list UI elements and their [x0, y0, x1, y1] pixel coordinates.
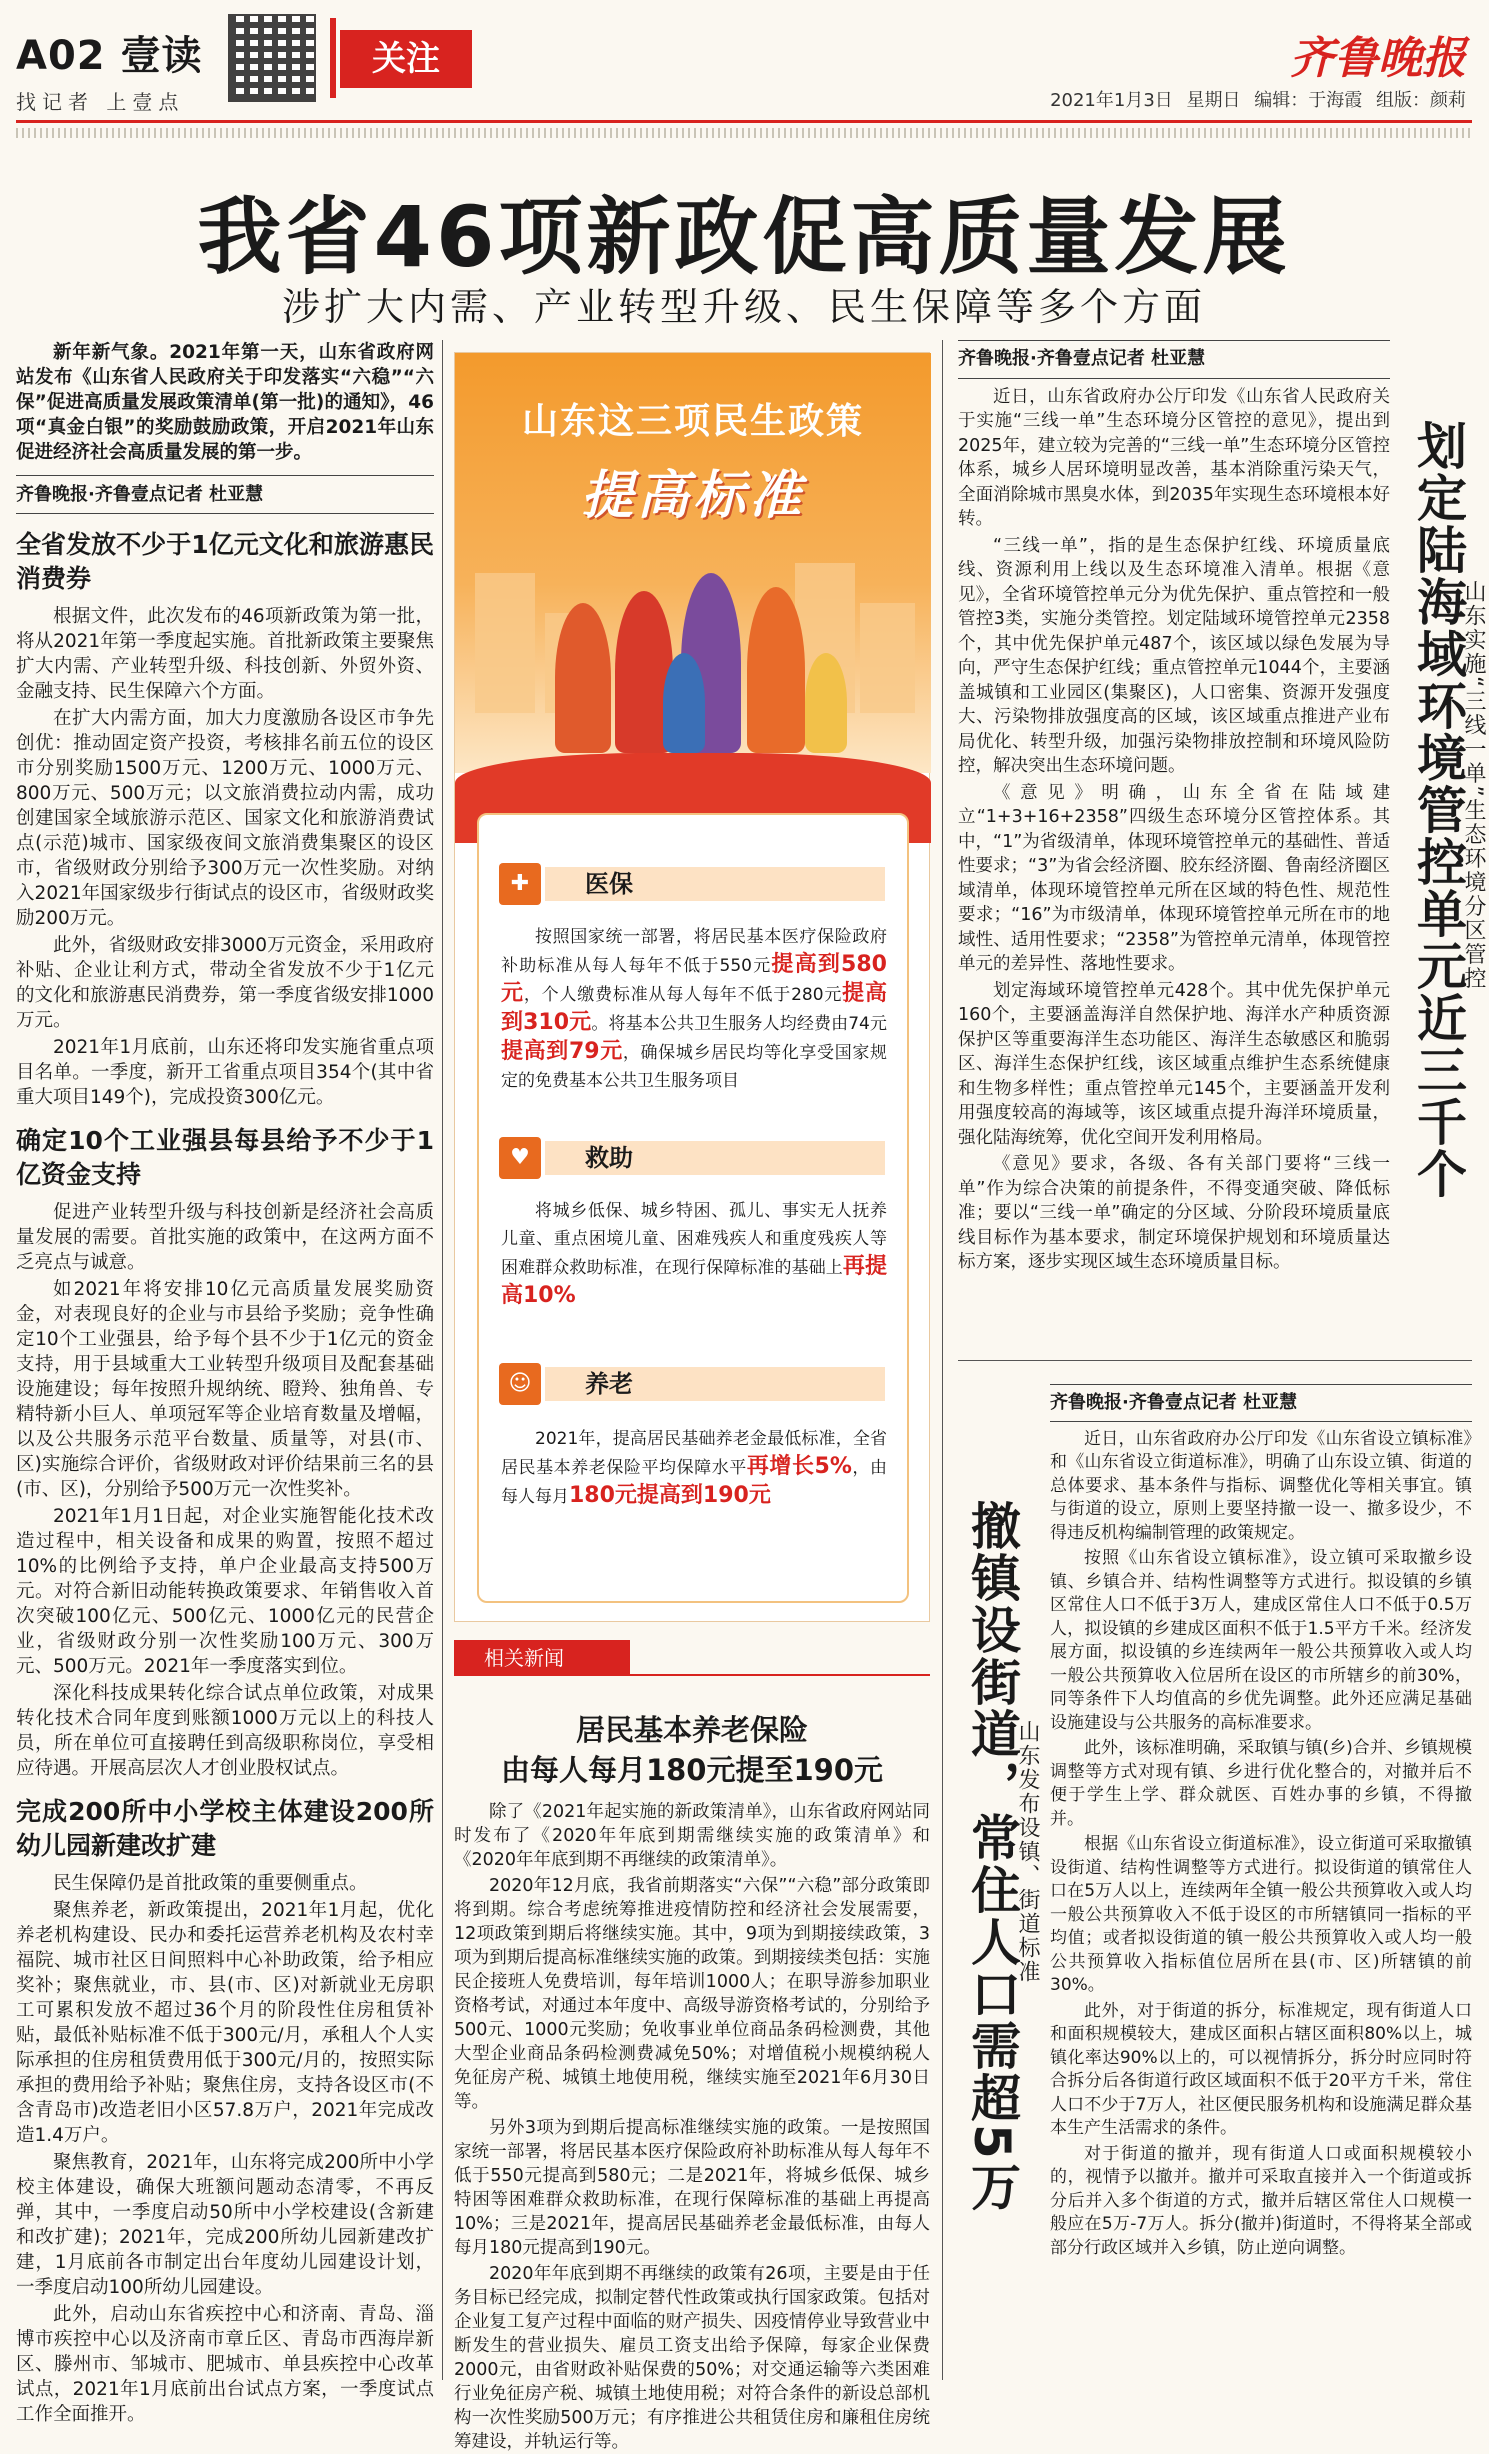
paragraph: “三线一单”，指的是生态保护红线、环境质量底线、资源利用上线以及生态环境准入清单。根据《意见》，全省环境管控单元分为优先保护、重点管控和一般管控3类，实施分类管控。划定陆域环境管控单元2358个，其中优先保护单元487个，该区域以绿色发展为导向，严守生态保护红线；重点管控单元1044个，主要涵盖城镇和工业园区(集聚区)，人口密集、资源开发强度大、污染物排放强度高的区域，该区域重点推进产业布局优化、转型升级，加强污染物排放控制和环境风险防控，解决突出生态环境问题。	[958, 535, 1390, 776]
paragraph: 根据文件，此次发布的46项新政策为第一批，将从2021年第一季度起实施。首批新政策主要聚焦扩大内需、产业转型升级、科技创新、外贸外资、金融支持、民生保障六个方面。	[16, 606, 434, 702]
town-subheadline: 山东发布设镇、街道标准	[1015, 1720, 1040, 1984]
category-label: 养老	[545, 1367, 885, 1401]
category-label: 救助	[545, 1141, 885, 1175]
paragraph: 在扩大内需方面，加大力度激励各设区市争先创优：推动固定资产投资，考核排名前五位的设区市分别奖励1500万元、1200万元、1000万元、800万元、500万元；以文旅消费拉动内需，成功创建国家全域旅游示范区、国家文化和旅游消费试点(示范)城市、国家级夜间文旅消费集聚区的设区市，省级财政分别给予300万元一次性奖励。对纳入2021年国家级步行街试点的设区市，省级财政奖励200万元。	[16, 708, 434, 929]
paragraph: 深化科技成果转化综合试点单位政策，对成果转化技术合同年度到账额1000万元以上的科技人员，所在单位可直接聘任到高级职称岗位，享受相应待遇。开展高层次人才创业股权试点。	[16, 1683, 434, 1779]
paragraph: 2020年年底到期不再继续的政策有26项，主要是由于任务目标已经完成，拟制定替代性政策或执行国家政策。包括对企业复工复产过程中面临的财产损失、因疫情停业导致营业中断发生的营业损失、雇员工资支出给予保障，每家企业保费2000元，由省财政补贴保费的50%；对交通运输等六类困难行业免征房产税、城镇土地使用税；对符合条件的新设总部机构一次性奖励500万元；有序推进公共租赁住房和廉租住房统筹建设，并轨运行等。	[454, 2264, 930, 2452]
paragraph: 民生保障仍是首批政策的重要侧重点。	[53, 1873, 368, 1894]
paragraph: 2020年12月底，我省前期落实“六保”“六稳”部分政策即将到期。综合考虑统筹推进疫情防控和经济社会发展需要，12项政策到期后将继续实施。其中，9项为到期接续政策，3项为到期后提高标准继续实施的政策。到期接续类包括：实施民企接班人免费培训，每年培训1000人；在职导游参加职业资格考试，对通过本年度中、高级导游资格考试的，分别给予500元、1000元奖励；免收事业单位商品条码检测费，其他大型企业商品条码检测费减免50%；对增值税小规模纳税人免征房产税、城镇土地使用税，继续实施至2021年6月30日等。	[454, 1876, 930, 2112]
policy-card	[477, 813, 909, 1603]
related-news	[454, 1640, 930, 2452]
byline: 齐鲁晚报·齐鲁壹点记者 杜亚慧	[16, 475, 434, 514]
aid-text: 将城乡低保、城乡特困、孤儿、事实无人抚养儿童、重点困境儿童、困难残疾人和重度残疾人等困难群众救助标准，在现行保障标准的基础上再提高10%	[501, 1201, 887, 1308]
helping-hand-icon: ♥	[499, 1137, 541, 1179]
related-headline-2: 由每人每月180元提至190元	[500, 1753, 884, 1787]
section-heading: 确定10个工业强县每县给予不少于1亿资金支持	[16, 1126, 434, 1189]
town-headline: 撤镇设街道，常住人口需超5万	[963, 1500, 1021, 2213]
ecology-article	[958, 340, 1390, 1340]
town-article	[1050, 1384, 1472, 2390]
section-heading: 完成200所中小学校主体建设200所幼儿园新建改扩建	[16, 1797, 434, 1860]
paragraph: 此外，启动山东省疾控中心和济南、青岛、淄博市疾控中心以及济南市章丘区、青岛市西海岸新区、滕州市、邹城市、肥城市、单县疾控中心改革试点，2021年1月底前出台试点方案，一季度试点工作全面推开。	[16, 2304, 434, 2425]
header-rule	[16, 120, 1472, 123]
related-body	[454, 1800, 930, 2452]
paragraph: 近日，山东省政府办公厅印发《山东省人民政府关于实施“三线一单”生态环境分区管控的意见》，提出到2025年，建立较为完善的“三线一单”生态环境分区管控体系，城乡人居环境明显改善，基本消除重污染天气，全面消除城市黑臭水体，到2035年实现生态环境根本好转。	[958, 386, 1390, 529]
elderly-couple-icon: ☺	[499, 1363, 541, 1405]
related-headline: 居民基本养老保险	[575, 1713, 808, 1747]
related-rule	[454, 1674, 930, 1676]
related-news-tag: 相关新闻	[454, 1640, 630, 1676]
paragraph: 划定海域环境管控单元428个。其中优先保护单元160个，主要涵盖海洋自然保护地、海洋水产种质资源保护区等重要海洋生态功能区、海洋生态敏感区和脆弱区、海洋生态保护红线，该区域重点维护生态系统健康和生物多样性；重点管控单元145个，主要涵盖开发利用强度较高的海域等，该区域重点提升海洋环境质量，强化陆海统筹，优化空间开发利用格局。	[958, 980, 1390, 1148]
byline: 齐鲁晚报·齐鲁壹点记者 杜亚慧	[1050, 1384, 1472, 1422]
paragraph: 如2021年将安排10亿元高质量发展奖励资金，对表现良好的企业与市县给予奖励；竞争性确定10个工业强县，给予每个县不少于1亿元的资金支持，用于县域重大工业转型升级项目及配套基础设施建设；每年按照升规纳统、瞪羚、独角兽、专精特新小巨人、单项冠军等企业培育数量及增幅，以及公共服务示范平台数量、质量等，对县(市、区)实施综合评价，省级财政对评价结果前三名的县(市、区)，分别给予500万元一次性奖补。	[16, 1279, 434, 1500]
child-icon	[805, 653, 847, 753]
main-subheadline: 涉扩大内需、产业转型升级、民生保障等多个方面	[281, 285, 1206, 329]
building-shape	[475, 573, 535, 713]
paragraph: 此外，该标准明确，采取镇与镇(乡)合并、乡镇规模调整等方式对现有镇、乡进行优化整合的，对撤并后不便于学生上学、群众就医、百姓办事的乡镇，不得撤并。	[1050, 1738, 1472, 1829]
category-label: 医保	[545, 867, 885, 901]
issue-info: 2021年1月3日 星期日 编辑：于海霞 组版：颜莉	[1050, 90, 1466, 111]
paragraph: 聚焦养老，新政策提出，2021年1月起，优化养老机构建设、民办和委托运营养老机构及农村幸福院、城市社区日间照料中心补助政策，给予相应奖补；聚焦就业，市、县(市、区)对新就业无房职工可累积发放不超过36个月的阶段性住房租赁补贴，最低补贴标准不低于300元/月，承租人个人实际承担的住房租赁费用低于300元/月的，按照实际承担的费用给予补贴；聚焦住房，支持各设区市(不含青岛市)改造老旧小区57.8万户，2021年完成改造1.4万户。	[16, 1900, 434, 2146]
qr-code-icon[interactable]	[228, 14, 316, 102]
pension-category	[499, 1363, 889, 1405]
paragraph: 按照《山东省设立镇标准》，设立镇可采取撤乡设镇、乡镇合并、结构性调整等方式进行。拟设镇的乡镇区常住人口不低于3万人，建成区常住人口不低于0.5万人，拟设镇的乡建成区面积不低于1.5平方千米。经济发展方面，拟设镇的乡连续两年一般公共预算收入或人均一般公共预算收入位居所在设区的市所辖乡的前30%，同等条件下人均值高的乡优先调整。此外还应满足基础设施建设与公共服务的高标准要求。	[1050, 1548, 1472, 1733]
aid-category	[499, 1137, 889, 1179]
lead-paragraph: 新年新气象。2021年第一天，山东省政府网站发布《山东省人民政府关于印发落实“六稳”“六保”促进高质量发展政策清单(第一批)的通知》，46项“真金白银”的奖励鼓励政策，开启2021年山东促进经济社会高质量发展的第一步。	[16, 342, 434, 463]
column-divider	[442, 340, 443, 2380]
paragraph: 此外，对于街道的拆分，标准规定，现有街道人口和面积规模较大，建成区面积占辖区面积80%以上，城镇化率达90%以上的，可以视情拆分，拆分时应同时符合拆分后各街道行政区域面积不低于20平方千米，常住人口不少于7万人，社区便民服务机构和设施满足群众基本生产生活需求的条件。	[1050, 2000, 1472, 2138]
ecology-subheadline: 山东实施“三线一单”生态环境分区管控	[1461, 580, 1486, 991]
newspaper-logo: 齐鲁晚报	[1290, 33, 1466, 84]
paragraph: 2021年1月1日起，对企业实施智能化技术改造过程中，相关设备和成果的购置，按照不超过10%的比例给予支持，单户企业最高支持500万元。对符合新旧动能转换政策要求、年销售收入首次突破100亿元、500亿元、1000亿元的民营企业，省级财政分别一次性奖励100万元、300万元、500万元。2021年一季度落实到位。	[16, 1506, 434, 1677]
section-heading: 全省发放不少于1亿元文化和旅游惠民消费券	[16, 530, 434, 593]
poster-title-emphasis: 提高标准	[580, 466, 805, 526]
page-header	[0, 0, 1488, 140]
paragraph: 对于街道的撤并，现有街道人口或面积规模较小的，视情予以撤并。撤并可采取直接并入一个街道或拆分后并入多个街道的方式，撤并后辖区常住人口规模一般应在5万-7万人。拆分(撤并)街道时，不得将某全部或部分行政区域并入乡镇，防止逆向调整。	[1050, 2143, 1472, 2258]
ecology-headline: 划定陆海域环境管控单元近三千个	[1409, 420, 1467, 1200]
section-divider	[958, 1360, 1472, 1361]
poster-title: 山东这三项民生政策	[521, 401, 864, 442]
paragraph: 此外，省级财政安排3000万元资金，采用政府补贴、企业让利方式，带动全省发放不少于1亿元的文化和旅游惠民消费券，第一季度省级安排1000万元。	[16, 935, 434, 1031]
paragraph: 另外3项为到期后提高标准继续实施的政策。一是按照国家统一部署，将居民基本医疗保险政府补助标准从每人每年不低于550元提高到580元；二是2021年，将城乡低保、城乡特困等困难群众救助标准，在现行保障标准的基础上再提高10%；三是2021年，提高居民基础养老金最低标准，由每人每月180元提高到190元。	[454, 2118, 930, 2258]
byline: 齐鲁晚报·齐鲁壹点记者 杜亚慧	[958, 340, 1390, 379]
building-shape	[860, 603, 915, 713]
medical-category	[499, 863, 889, 905]
paragraph: 《意见》要求，各级、各有关部门要将“三线一单”作为综合决策的前提条件，不得变通突破、降低标准；要以“三线一单”确定的分区域、分阶段环境质量底线目标作为基本要求，制定环境保护规划和环境质量达标方案，逐步实现区域生态环境质量目标。	[958, 1154, 1390, 1272]
paragraph: 聚焦教育，2021年，山东将完成200所中小学校主体建设，确保大班额问题动态清零，不再反弹，其中，一季度启动50所中小学校建设(含新建和改扩建)；2021年，完成200所幼儿园新建改扩建，1月底前各市制定出台年度幼儿园建设计划，一季度启动100所幼儿园建设。	[16, 2152, 434, 2298]
hospital-icon: ✚	[499, 863, 541, 905]
infographic-poster	[454, 352, 930, 1622]
header-pattern	[16, 128, 1472, 138]
paragraph: 除了《2021年起实施的新政策清单》，山东省政府网站同时发布了《2020年年底到期需继续实施的政策清单》和《2020年年底到期不再继续的政策清单》。	[454, 1802, 930, 1870]
paragraph: 2021年1月底前，山东还将印发实施省重点项目名单。一季度，新开工省重点项目354个(其中省重大项目149个)，完成投资300亿元。	[16, 1037, 434, 1108]
column-divider	[942, 340, 943, 2380]
paragraph: 促进产业转型升级与科技创新是经济社会高质量发展的需要。首批实施的政策中，在这两方面不乏亮点与诚意。	[16, 1202, 434, 1273]
section-tag: 关注	[340, 30, 472, 88]
person-icon	[747, 587, 805, 753]
paragraph: 近日，山东省政府办公厅印发《山东省设立镇标准》和《山东省设立街道标准》，明确了山东设立镇、街道的总体要求、基本条件与指标、调整优化等相关事宜。镇与街道的设立，原则上要坚持撤一设一、撤多设少，不得违反机构编制管理的政策规定。	[1050, 1428, 1472, 1543]
pension-text: 2021年，提高居民基础养老金最低标准，全省居民基本养老保险平均保障水平再增长5%，由每人每月180元提高到190元	[501, 1429, 887, 1508]
header-slogan: 找记者 上壹点	[16, 90, 185, 114]
poster-banner	[455, 353, 931, 773]
child-icon	[663, 653, 705, 753]
page-number: A02 壹读	[16, 33, 203, 79]
medical-text: 按照国家统一部署，将居民基本医疗保险政府补助标准从每人每年不低于550元提高到580元，个人缴费标准从每人每年不低于280元提高到310元。将基本公共卫生服务人均经费由74元提高到79元，确保城乡居民均等化享受国家规定的免费基本公共卫生服务项目	[501, 927, 887, 1091]
paragraph: 《意见》明确，山东全省在陆域建立“1+3+16+2358”四级生态环境分区管控体系。其中，“1”为省级清单，体现环境管控单元的基础性、普适性要求；“3”为省会经济圈、胶东经济圈、鲁南经济圈区域清单，体现环境管控单元所在区域的特色性、规范性要求；“16”为市级清单，体现环境管控单元所在市的地域性、适用性要求；“2358”为管控单元清单，体现管控单元的差异性、落地性要求。	[958, 782, 1390, 974]
tag-accent	[330, 18, 336, 98]
left-article	[16, 340, 434, 2425]
person-icon	[555, 603, 611, 753]
paragraph: 根据《山东省设立街道标准》，设立街道可采取撤镇设街道、结构性调整等方式进行。拟设街道的镇常住人口在5万人以上，连续两年全镇一般公共预算收入或人均一般公共预算收入不低于设区的市所辖镇同一指标的平均值；或者拟设街道的镇一般公共预算收入或人均一般公共预算收入指标值位居所在县(市、区)所辖镇的前30%。	[1050, 1834, 1472, 1995]
main-headline: 我省46项新政促高质量发展	[197, 188, 1291, 286]
